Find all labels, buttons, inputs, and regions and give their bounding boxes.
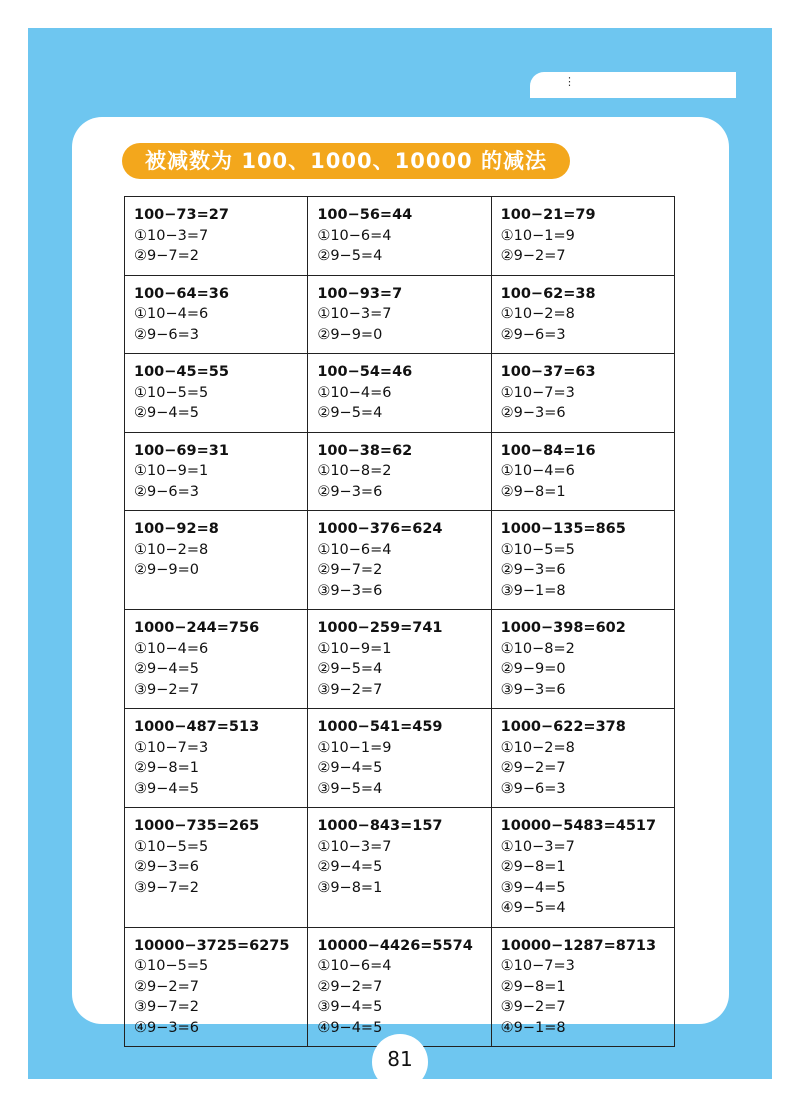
step-line: ②9−4=5 <box>134 661 199 677</box>
step-line: ②9−9=0 <box>500 661 566 677</box>
tab-mark: ⋮ <box>564 75 575 88</box>
equation: 100−69=31 <box>134 442 229 459</box>
step-line: ④9−4=5 <box>317 1019 383 1036</box>
table-row <box>125 432 675 511</box>
step-line: ①10−4=6 <box>317 384 392 401</box>
step-line: ①10−3=7 <box>134 227 209 244</box>
step-line: ②9−8=1 <box>500 483 566 500</box>
step-line: ②9−6=3 <box>134 326 199 343</box>
equation: 1000−735=265 <box>134 818 260 834</box>
exercise-cell <box>125 354 308 433</box>
step-line: ②9−4=5 <box>317 859 383 875</box>
step-line: ②9−8=1 <box>500 978 566 995</box>
equation: 10000−5483=4517 <box>500 818 657 834</box>
equation: 100−38=62 <box>317 442 413 459</box>
table-row <box>125 610 675 709</box>
step-line: ②9−2=7 <box>134 978 199 995</box>
exercise-cell <box>308 432 491 511</box>
step-line: ③9−4=5 <box>500 879 566 896</box>
equation: 100−92=8 <box>134 521 219 537</box>
step-line: ③9−2=7 <box>317 681 383 698</box>
equation: 100−56=44 <box>317 207 413 223</box>
step-line: ①10−9=1 <box>317 640 392 657</box>
step-line: ④9−3=6 <box>134 1019 199 1036</box>
table-row <box>125 709 675 808</box>
step-line: ②9−6=3 <box>134 483 199 500</box>
exercise-cell <box>308 197 491 276</box>
exercise-cell <box>308 927 491 1047</box>
header-tab <box>530 72 736 98</box>
table-row <box>125 197 675 276</box>
step-line: ①10−2=8 <box>500 306 575 322</box>
step-line: ①10−8=2 <box>317 463 392 479</box>
equation: 100−21=79 <box>500 207 596 223</box>
exercise-cell <box>491 275 674 354</box>
exercise-cell <box>125 808 308 928</box>
step-line: ④9−5=4 <box>500 900 566 916</box>
table-row <box>125 927 675 1047</box>
step-line: ①10−3=7 <box>317 838 392 855</box>
step-line: ①10−5=5 <box>134 384 209 401</box>
exercise-cell <box>125 927 308 1047</box>
step-line: ②9−4=5 <box>134 405 199 421</box>
step-line: ①10−5=5 <box>134 838 209 855</box>
equation: 10000−1287=8713 <box>500 937 657 954</box>
step-line: ②9−3=6 <box>317 483 383 500</box>
exercise-cell <box>125 511 308 610</box>
equation: 1000−843=157 <box>317 818 443 834</box>
step-line: ③9−2=7 <box>134 681 199 698</box>
step-line: ③9−3=6 <box>317 582 383 599</box>
step-line: ②9−5=4 <box>317 248 383 264</box>
table-row <box>125 511 675 610</box>
step-line: ③9−6=3 <box>500 780 566 797</box>
exercise-cell <box>125 432 308 511</box>
exercise-table <box>124 196 675 1047</box>
equation: 1000−487=513 <box>134 719 260 735</box>
step-line: ①10−4=6 <box>134 306 209 322</box>
step-line: ③9−4=5 <box>317 999 383 1015</box>
exercise-cell <box>308 275 491 354</box>
step-line: ①10−3=7 <box>317 306 392 322</box>
equation: 100−93=7 <box>317 285 403 302</box>
step-line: ①10−7=3 <box>500 958 575 974</box>
step-line: ②9−8=1 <box>134 760 199 776</box>
equation: 100−73=27 <box>134 207 229 223</box>
table-row <box>125 354 675 433</box>
step-line: ①10−6=4 <box>317 227 392 244</box>
exercise-cell <box>308 610 491 709</box>
step-line: ②9−7=2 <box>134 248 199 264</box>
step-line: ①10−5=5 <box>500 541 575 558</box>
equation: 1000−259=741 <box>317 620 443 636</box>
exercise-cell <box>491 927 674 1047</box>
step-line: ①10−8=2 <box>500 640 575 657</box>
exercise-cell <box>491 197 674 276</box>
step-line: ③9−4=5 <box>134 780 199 797</box>
exercise-cell <box>125 197 308 276</box>
exercise-cell <box>491 354 674 433</box>
equation: 100−84=16 <box>500 442 596 459</box>
equation: 1000−135=865 <box>500 521 626 537</box>
exercise-cell <box>308 511 491 610</box>
step-line: ①10−6=4 <box>317 541 392 558</box>
step-line: ②9−9=0 <box>317 326 383 343</box>
step-line: ②9−2=7 <box>500 248 566 264</box>
step-line: ④9−1=8 <box>500 1019 566 1036</box>
equation: 10000−4426=5574 <box>317 937 473 954</box>
equation: 100−37=63 <box>500 364 596 380</box>
step-line: ③9−3=6 <box>500 681 566 698</box>
step-line: ①10−7=3 <box>500 384 575 401</box>
exercise-cell <box>125 275 308 354</box>
exercise-cell <box>308 709 491 808</box>
step-line: ②9−9=0 <box>134 562 199 578</box>
table-row <box>125 275 675 354</box>
step-line: ②9−3=6 <box>500 405 566 421</box>
page-number: 81 <box>372 1034 428 1090</box>
equation: 100−62=38 <box>500 285 596 302</box>
equation: 1000−541=459 <box>317 719 443 735</box>
equation: 100−45=55 <box>134 364 229 380</box>
step-line: ①10−5=5 <box>134 958 209 974</box>
step-line: ①10−2=8 <box>134 541 209 558</box>
equation: 100−64=36 <box>134 285 229 302</box>
step-line: ①10−3=7 <box>500 838 575 855</box>
step-line: ③9−8=1 <box>317 879 383 896</box>
exercise-cell <box>491 432 674 511</box>
exercise-cell <box>125 610 308 709</box>
step-line: ①10−6=4 <box>317 958 392 974</box>
equation: 10000−3725=6275 <box>134 937 290 954</box>
exercise-cell <box>491 511 674 610</box>
step-line: ③9−2=7 <box>500 999 566 1015</box>
equation: 100−54=46 <box>317 364 413 380</box>
step-line: ②9−7=2 <box>317 562 383 578</box>
equation: 1000−244=756 <box>134 620 260 636</box>
step-line: ②9−2=7 <box>317 978 383 995</box>
step-line: ②9−3=6 <box>500 562 566 578</box>
step-line: ②9−5=4 <box>317 661 383 677</box>
equation: 1000−622=378 <box>500 719 626 735</box>
step-line: ②9−4=5 <box>317 760 383 776</box>
step-line: ③9−7=2 <box>134 999 199 1015</box>
exercise-cell <box>308 808 491 928</box>
exercise-cell <box>125 709 308 808</box>
step-line: ②9−5=4 <box>317 405 383 421</box>
step-line: ②9−3=6 <box>134 859 199 875</box>
exercise-cell <box>491 808 674 928</box>
equation: 1000−376=624 <box>317 521 443 537</box>
exercise-cell <box>491 709 674 808</box>
equation: 1000−398=602 <box>500 620 626 636</box>
step-line: ①10−1=9 <box>500 227 575 244</box>
step-line: ③9−1=8 <box>500 582 566 599</box>
step-line: ①10−2=8 <box>500 739 575 756</box>
step-line: ①10−7=3 <box>134 739 209 756</box>
step-line: ②9−2=7 <box>500 760 566 776</box>
step-line: ①10−4=6 <box>134 640 209 657</box>
table-row <box>125 808 675 928</box>
step-line: ①10−4=6 <box>500 463 575 479</box>
step-line: ①10−1=9 <box>317 739 392 756</box>
step-line: ③9−5=4 <box>317 780 383 797</box>
step-line: ②9−8=1 <box>500 859 566 875</box>
exercise-cell <box>491 610 674 709</box>
step-line: ③9−7=2 <box>134 879 199 896</box>
section-title: 被减数为 100、1000、10000 的减法 <box>122 143 570 179</box>
step-line: ②9−6=3 <box>500 326 566 343</box>
step-line: ①10−9=1 <box>134 463 209 479</box>
exercise-cell <box>308 354 491 433</box>
